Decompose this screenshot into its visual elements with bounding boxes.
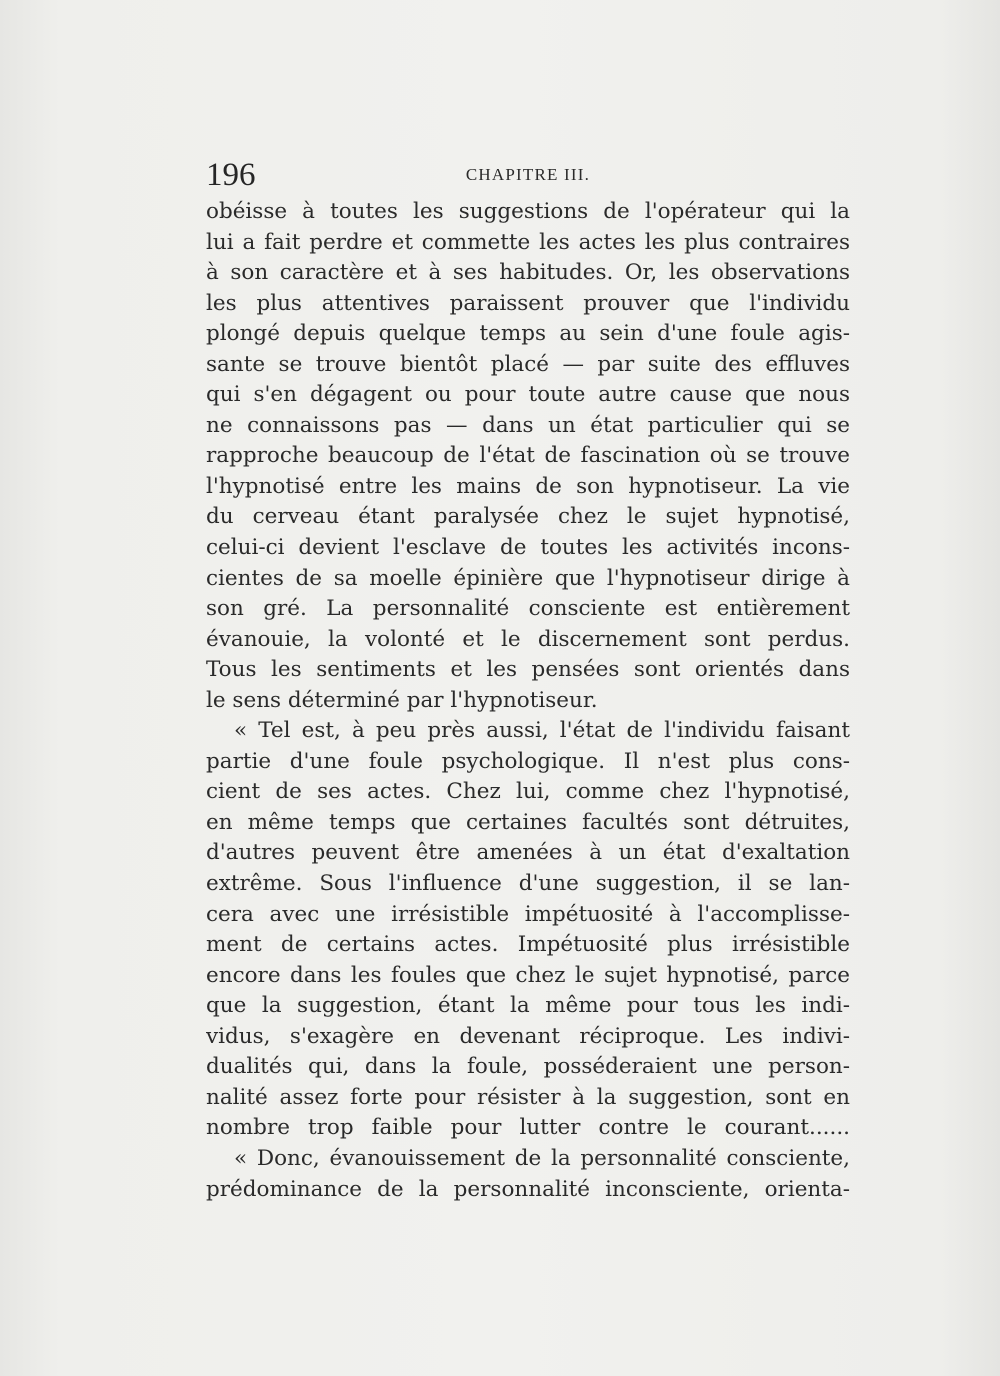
text-line: qui s'en dégagent ou pour toute autre cause que nous (206, 382, 850, 408)
text-line: dualités qui, dans la foule, posséderaient une person- (206, 1054, 850, 1080)
text-line: Tous les sentiments et les pensées sont orientés dans (206, 657, 850, 683)
text-line: lui a fait perdre et commette les actes les plus contraires (206, 229, 850, 255)
text-line: cientes de sa moelle épinière que l'hypnotiseur dirige à (206, 565, 850, 591)
text-line: « Donc, évanouissement de la personnalité consciente, (234, 1145, 850, 1171)
text-line: obéisse à toutes les suggestions de l'opérateur qui la (206, 199, 850, 224)
text-line: cient de ses actes. Chez lui, comme chez l'hypnotisé, (206, 779, 850, 805)
text-line: vidus, s'exagère en devenant réciproque. Les indivi- (206, 1023, 850, 1049)
text-line: rapproche beaucoup de l'état de fascination où se trouve (206, 443, 850, 469)
text-line: l'hypnotisé entre les mains de son hypnotiseur. La vie (206, 473, 850, 499)
page-number: 196 (206, 157, 256, 193)
text-line: en même temps que certaines facultés sont détruites, (206, 809, 850, 835)
page-header (206, 156, 850, 194)
text-line: sante se trouve bientôt placé — par suite des effluves (206, 351, 850, 377)
text-line: ne connaissons pas — dans un état particulier qui se (206, 412, 850, 438)
text-line: que la suggestion, étant la même pour tous les indi- (206, 993, 850, 1019)
text-line: encore dans les foules que chez le sujet hypnotisé, parce (206, 962, 850, 988)
text-line: celui-ci devient l'esclave de toutes les activités incons- (206, 535, 850, 561)
text-line: nalité assez forte pour résister à la suggestion, sont en (206, 1084, 850, 1110)
text-line: du cerveau étant paralysée chez le sujet hypnotisé, (206, 504, 850, 530)
text-line: « Tel est, à peu près aussi, l'état de l'individu faisant (234, 718, 850, 744)
text-line: plongé depuis quelque temps au sein d'une foule agis- (206, 321, 850, 347)
text-line: partie d'une foule psychologique. Il n'est plus cons- (206, 748, 850, 774)
text-line: ment de certains actes. Impétuosité plus irrésistible (206, 932, 850, 958)
text-line: d'autres peuvent être amenées à un état d'exaltation (206, 840, 850, 866)
running-head: CHAPITRE III. (465, 165, 591, 184)
text-line: les plus attentives paraissent prouver que l'individu (206, 290, 850, 316)
text-line: à son caractère et à ses habitudes. Or, les observations (206, 260, 850, 286)
text-line: extrême. Sous l'influence d'une suggestion, il se lan- (206, 871, 850, 897)
text-line: évanouie, la volonté et le discernement sont perdus. (206, 626, 850, 652)
body-text (206, 197, 850, 1205)
text-line: nombre trop faible pour lutter contre le courant...... (206, 1115, 850, 1141)
text-line: cera avec une irrésistible impétuosité à l'accomplisse- (206, 901, 850, 927)
text-line: le sens déterminé par l'hypnotiseur. (206, 687, 598, 713)
text-line: prédominance de la personnalité inconsciente, orienta- (206, 1176, 850, 1202)
text-line: son gré. La personnalité consciente est entièrement (206, 596, 850, 622)
